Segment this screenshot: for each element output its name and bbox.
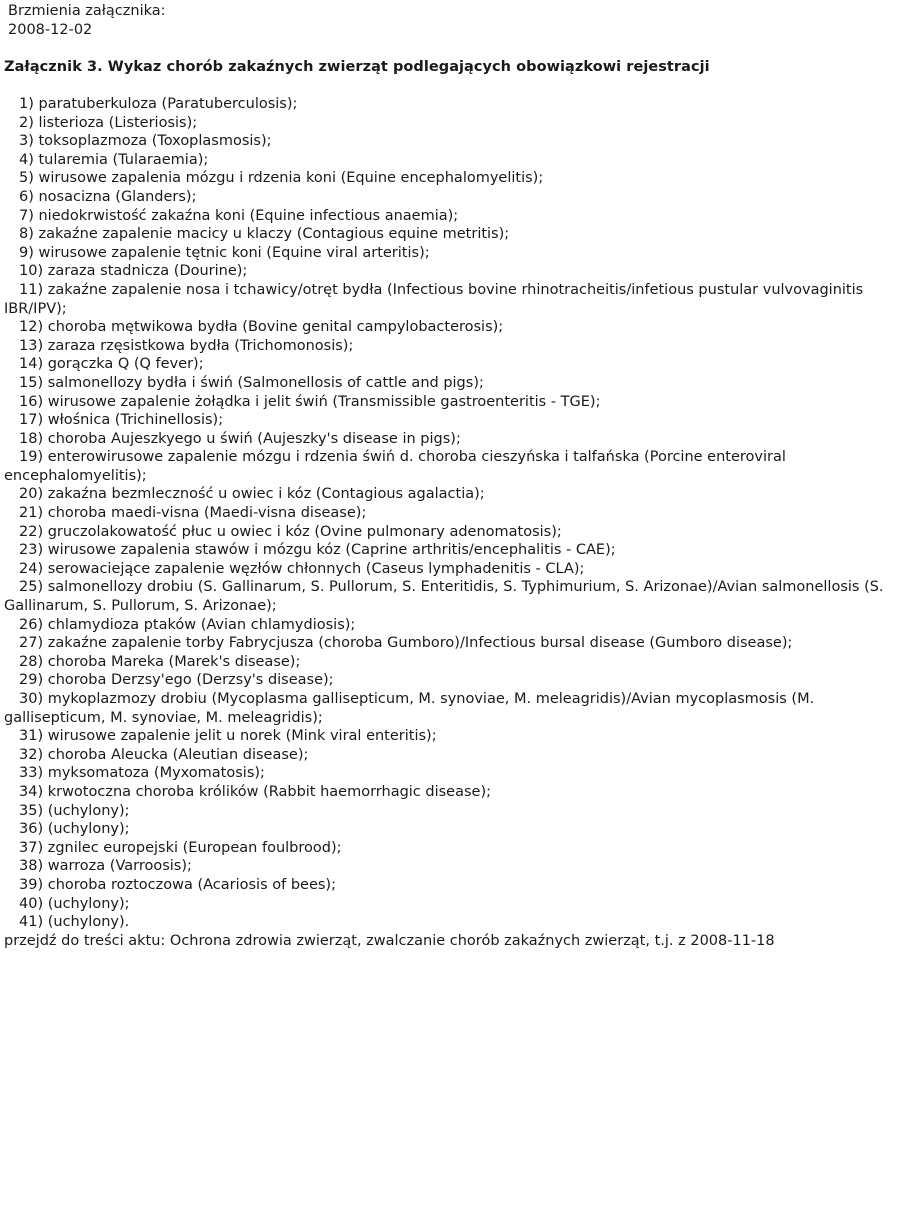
disease-list-item: 12) choroba mętwikowa bydła (Bovine genital campylobacterosis);: [19, 319, 504, 336]
disease-list-item: 13) zaraza rzęsistkowa bydła (Trichomonosis);: [19, 337, 354, 354]
disease-list-item: 7) niedokrwistość zakaźna koni (Equine infectious anaemia);: [19, 207, 459, 224]
disease-list-item: 3) toksoplazmoza (Toxoplasmosis);: [19, 133, 272, 150]
disease-list-item: 28) choroba Mareka (Marek's disease);: [19, 653, 301, 670]
disease-list-item: 41) (uchylony).: [19, 914, 130, 931]
disease-list-item: 16) wirusowe zapalenie żołądka i jelit świń (Transmissible gastroenteritis - TGE);: [19, 393, 601, 410]
disease-list-item: 22) gruczolakowatość płuc u owiec i kóz (Ovine pulmonary adenomatosis);: [19, 523, 562, 540]
disease-list-item: 39) choroba roztoczowa (Acariosis of bees);: [19, 876, 336, 893]
disease-list-item: 10) zaraza stadnicza (Dourine);: [19, 263, 248, 280]
attachment-title: Załącznik 3. Wykaz chorób zakaźnych zwierząt podlegających obowiązkowi rejestracji: [4, 59, 710, 75]
disease-list-item: 1) paratuberkuloza (Paratuberculosis);: [19, 96, 298, 112]
version-label: Brzmienia załącznika:: [8, 3, 166, 19]
go-to-act-link[interactable]: przejdź do treści aktu: Ochrona zdrowia zwierząt, zwalczanie chorób zakaźnych zwierząt, t.j. z 2008-11-18: [4, 932, 775, 949]
disease-list-item: 4) tularemia (Tularaemia);: [19, 151, 209, 168]
disease-list-item: 6) nosacizna (Glanders);: [19, 188, 197, 205]
disease-list-item: 26) chlamydioza ptaków (Avian chlamydiosis);: [19, 616, 356, 633]
disease-list-item: 19) enterowirusowe zapalenie mózgu i rdzenia świń d. choroba cieszyńska i talfańska (Porcine enteroviral encephalomyelitis);: [4, 449, 786, 484]
disease-list-item: 31) wirusowe zapalenie jelit u norek (Mink viral enteritis);: [19, 728, 437, 745]
disease-list-item: 30) mykoplazmozy drobiu (Mycoplasma gallisepticum, M. synoviae, M. meleagridis)/Avian mycoplasmosis (M. gallisepticum, M. synoviae, M. meleagridis);: [4, 691, 815, 726]
disease-list-item: 34) krwotoczna choroba królików (Rabbit haemorrhagic disease);: [19, 783, 492, 800]
disease-list-item: 20) zakaźna bezmleczność u owiec i kóz (Contagious agalactia);: [19, 486, 485, 503]
disease-list-item: 32) choroba Aleucka (Aleutian disease);: [19, 746, 309, 763]
disease-list-item: 23) wirusowe zapalenia stawów i mózgu kóz (Caprine arthritis/encephalitis - CAE);: [19, 542, 616, 559]
disease-list-item: 25) salmonellozy drobiu (S. Gallinarum, S. Pullorum, S. Enteritidis, S. Typhimurium, S. Arizonae)/Avian salmonellosis (S. Gallinarum, S. Pullorum, S. Arizonae);: [4, 579, 884, 615]
disease-list-item: 21) choroba maedi-visna (Maedi-visna disease);: [19, 505, 367, 522]
disease-list-item: 24) serowaciejące zapalenie węzłów chłonnych (Caseus lymphadenitis - CLA);: [19, 560, 585, 577]
disease-list-item: 18) choroba Aujeszkyego u świń (Aujeszky's disease in pigs);: [19, 430, 461, 447]
disease-list-item: 37) zgnilec europejski (European foulbrood);: [19, 839, 342, 856]
disease-list-item: 15) salmonellozy bydła i świń (Salmonellosis of cattle and pigs);: [19, 374, 484, 391]
disease-list-item: 2) listerioza (Listeriosis);: [19, 114, 198, 131]
disease-list-item: 17) włośnica (Trichinellosis);: [19, 412, 224, 429]
disease-list-item: 8) zakaźne zapalenie macicy u klaczy (Contagious equine metritis);: [19, 226, 510, 243]
disease-list-item: 33) myksomatoza (Myxomatosis);: [19, 765, 265, 782]
disease-list-item: 5) wirusowe zapalenia mózgu i rdzenia koni (Equine encephalomyelitis);: [19, 170, 544, 187]
version-date: 2008-12-02: [8, 21, 93, 38]
disease-list-item: 36) (uchylony);: [19, 821, 130, 838]
disease-list: [4, 95, 904, 950]
version-info: [8, 2, 166, 39]
disease-list-item: 9) wirusowe zapalenie tętnic koni (Equine viral arteritis);: [19, 244, 430, 261]
disease-list-item: 11) zakaźne zapalenie nosa i tchawicy/otręt bydła (Infectious bovine rhinotracheitis/infetious pustular vulvovaginitis IBR/IPV);: [4, 281, 864, 317]
disease-list-item: 35) (uchylony);: [19, 802, 130, 819]
footer-row: [4, 932, 904, 951]
disease-list-item: 14) gorączka Q (Q fever);: [19, 356, 204, 373]
disease-list-item: 29) choroba Derzsy'ego (Derzsy's disease);: [19, 672, 334, 689]
disease-list-item: 27) zakaźne zapalenie torby Fabrycjusza (choroba Gumboro)/Infectious bursal disease (Gumboro disease);: [19, 635, 793, 652]
disease-list-item: 38) warroza (Varroosis);: [19, 858, 192, 875]
disease-list-item: 40) (uchylony);: [19, 895, 130, 912]
